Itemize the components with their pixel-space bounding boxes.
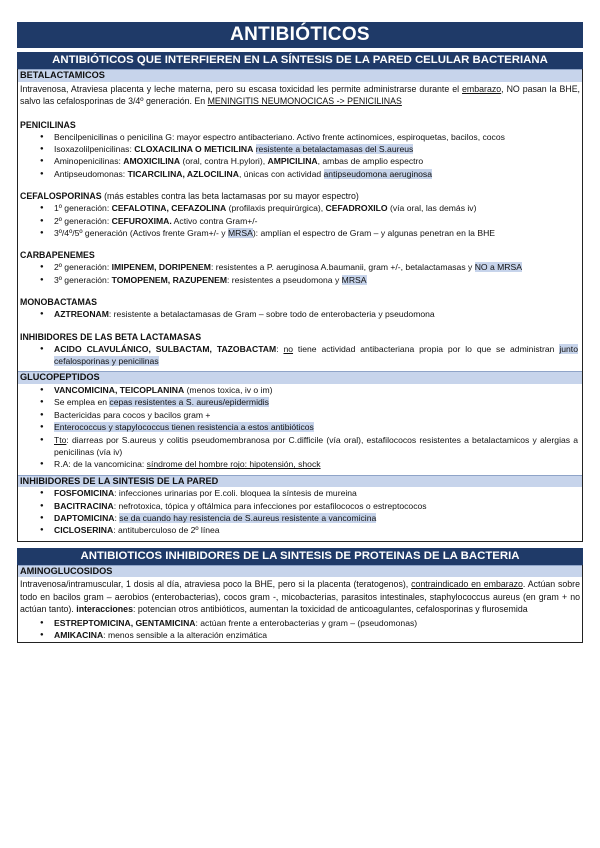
glucopeptidos-list (18, 384, 582, 471)
list-item: ● BACITRACINA: nefrotoxica, tópica y oftálmica para infecciones por estafilococos o estreptococos (54, 500, 578, 512)
list-item: ● 2º generación: CEFUROXIMA. Activo contra Gram+/- (54, 215, 578, 227)
list-item: ● AZTREONAM: resistente a betalactamasas de Gram – sobre todo de enterobacteria y pseudomona (54, 308, 578, 320)
list-item: ● R.A: de la vancomicina: síndrome del hombre rojo: hipotensión, shock (54, 458, 578, 470)
carbapenemes-heading: CARBAPENEMES (20, 250, 95, 261)
list-item: ● AMIKACINA: menos sensible a la alteración enzimática (54, 629, 578, 641)
aminoglucosidos-heading: AMINOGLUCOSIDOS (18, 565, 582, 578)
list-item: ● Antipseudomonas: TICARCILINA, AZLOCILINA, únicas con actividad antipseudomona aeruginosa (54, 168, 578, 180)
list-item: ● VANCOMICINA, TEICOPLANINA (menos toxica, iv o im) (54, 384, 578, 396)
sintesis-pared-heading: INHIBIDORES DE LA SINTESIS DE LA PARED (18, 475, 582, 488)
betalactamicos-heading: BETALACTAMICOS (18, 69, 582, 82)
inhibidores-beta-list (18, 343, 582, 368)
monobactamas-list (18, 308, 582, 320)
section-protein-synthesis (17, 565, 583, 643)
monobactamas-heading: MONOBACTAMAS (20, 297, 98, 308)
list-item: ● Isoxazolilpenicilinas: CLOXACILINA O METICILINA resistente a betalactamasas del S.aureus (54, 143, 578, 155)
list-item: ● Bactericidas para cocos y bacilos gram + (54, 409, 578, 421)
list-item: ● Bencilpenicilinas o penicilina G: mayor espectro antibacteriano. Activo frente actinomices, espiroquetas, bacilos, cocos (54, 131, 578, 143)
document-title: ANTIBIÓTICOS (17, 22, 583, 48)
carbapenemes-list (18, 261, 582, 286)
glucopeptidos-heading: GLUCOPEPTIDOS (18, 371, 582, 384)
list-item: ● Se emplea en cepas resistentes a S. aureus/epidermidis (54, 396, 578, 408)
aminoglucosidos-intro: Intravenosa/intramuscular, 1 dosis al día, atraviesa poco la BHE, pero si la placenta (teratogenos), contraindicado en embarazo. Actúan sobre todo en bacilos gram – aerobios (enterobacterias), cocos gram -, micobacterias, parasitos intestinales, staphylococcus aureus (en gram + no actúan tanto). interacciones: potencian otros antibióticos, aumentan la toxicidad de anticoagulantes, cefalosporinas y flurosemida (20, 579, 580, 615)
sintesis-pared-list (18, 487, 582, 537)
section-protein-synthesis-heading: ANTIBIOTICOS INHIBIDORES DE LA SINTESIS DE PROTEINAS DE LA BACTERIA (17, 548, 583, 565)
list-item: ● CICLOSERINA: antituberculoso de 2º línea (54, 524, 578, 536)
list-item: ● DAPTOMICINA: se da cuando hay resistencia de S.aureus resistente a vancomicina (54, 512, 578, 524)
list-item: ● Enterococcus y stapylococcus tienen resistencia a estos antibióticos (54, 421, 578, 433)
list-item: ● 1º generación: CEFALOTINA, CEFAZOLINA (profilaxis prequirúrgica), CEFADROXILO (vía oral, las demás iv) (54, 202, 578, 214)
cefalosporinas-list (18, 202, 582, 239)
list-item: ● ESTREPTOMICINA, GENTAMICINA: actúan frente a enterobacterias y gram – (pseudomonas) (54, 617, 578, 629)
cefalosporinas-heading: CEFALOSPORINAS (más estables contra las beta lactamasas por su mayor espectro) (20, 191, 359, 202)
list-item: ● 2º generación: IMIPENEM, DORIPENEM: resistentes a P. aeruginosa A.baumanii, gram +/-, betalactamasas y NO a MRSA (54, 261, 578, 273)
list-item: ● 3º generación: TOMOPENEM, RAZUPENEM: resistentes a pseudomona y MRSA (54, 274, 578, 286)
penicilinas-list (18, 131, 582, 181)
list-item: ● ACIDO CLAVULÁNICO, SULBACTAM, TAZOBACTAM: no tiene actividad antibacteriana propia por lo que se administran junto cefalosporinas y penicilinas (54, 343, 578, 368)
inhibidores-beta-heading: INHIBIDORES DE LAS BETA LACTAMASAS (20, 331, 202, 342)
section-cell-wall (17, 69, 583, 542)
document-page (17, 0, 583, 643)
betalactamicos-intro: Intravenosa, Atraviesa placenta y leche materna, pero su escasa toxicidad les permite administrarse durante el embarazo, NO pasan la BHE, salvo las cefalosporinas de 3/4º generación. En MENINGITIS NEUMONOCICAS -> PENICILINAS (20, 83, 581, 106)
section-cell-wall-heading: ANTIBIÓTICOS QUE INTERFIEREN EN LA SÍNTESIS DE LA PARED CELULAR BACTERIANA (17, 52, 583, 69)
list-item: ● Aminopenicilinas: AMOXICILINA (oral, contra H.pylori), AMPICILINA, ambas de amplio espectro (54, 155, 578, 167)
list-item: ● 3º/4º/5º generación (Activos frente Gram+/- y MRSA): amplían el espectro de Gram – y algunas penetran en la BHE (54, 227, 578, 239)
list-item: ● FOSFOMICINA: infecciones urinarias por E.coli. bloquea la síntesis de mureina (54, 487, 578, 499)
penicilinas-heading: PENICILINAS (20, 119, 76, 130)
aminoglucosidos-list (18, 617, 582, 642)
list-item: ● Tto: diarreas por S.aureus y colitis pseudomembranosa por C.difficile (vía oral), estafilococos resistentes a betalactamicos y alergias a penicilinas (vía iv) (54, 434, 578, 459)
